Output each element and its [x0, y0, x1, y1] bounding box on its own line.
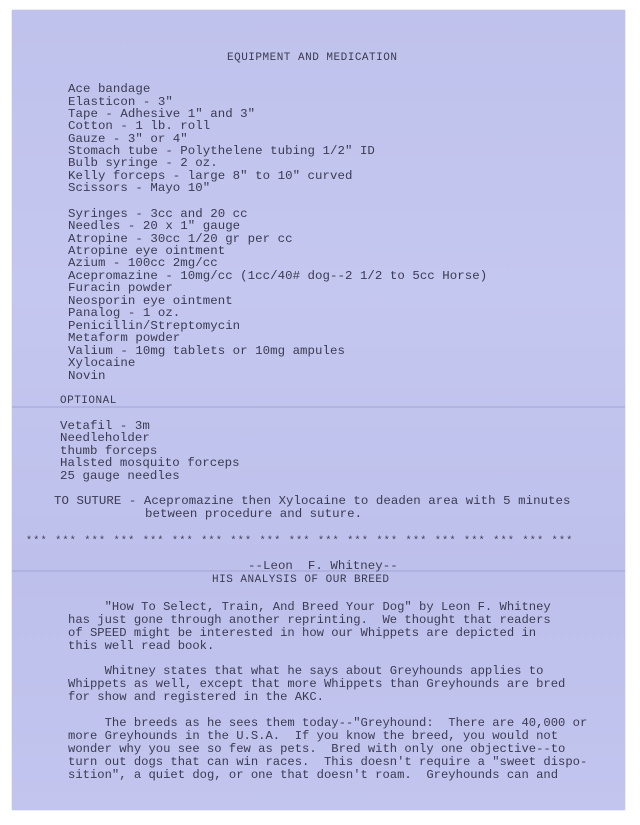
list-item: Atropine - 30cc 1/20 gr per cc: [68, 232, 293, 246]
list-item: Kelly forceps - large 8" to 10" curved: [68, 169, 353, 183]
list-item: Metaform powder: [68, 331, 181, 345]
paragraph-line: Whippets as well, except that more Whippets than Greyhounds are bred: [68, 677, 566, 691]
optional-heading: OPTIONAL: [60, 395, 117, 407]
list-item: Scissors - Mayo 10": [68, 181, 211, 195]
paragraph-line: more Greyhounds in the U.S.A. If you know the breed, you would not: [68, 729, 559, 743]
list-item: Needles - 20 x 1" gauge: [68, 219, 241, 233]
list-item: Acepromazine - 10mg/cc (1cc/40# dog--2 1/2 to 5cc Horse): [68, 269, 488, 283]
list-item: Furacin powder: [68, 281, 173, 295]
page-title: EQUIPMENT AND MEDICATION: [227, 52, 398, 64]
list-item: Needleholder: [60, 431, 150, 445]
list-item: Xylocaine: [68, 356, 136, 370]
list-item: Novin: [68, 369, 106, 383]
section-separator: *** *** *** *** *** *** *** *** *** *** *** *** *** *** *** *** *** *** ***: [26, 536, 574, 547]
suture-instruction-continued: between procedure and suture.: [145, 507, 363, 521]
paragraph-line: Whitney states that what he says about Greyhounds applies to: [68, 664, 544, 678]
article-title: HIS ANALYSIS OF OUR BREED: [212, 574, 390, 586]
suture-instruction: TO SUTURE - Acepromazine then Xylocaine to deaden area with 5 minutes: [54, 494, 571, 508]
list-item: Gauze - 3" or 4": [68, 132, 188, 146]
list-item: Atropine eye ointment: [68, 244, 226, 258]
paragraph-line: The breeds as he sees them today--"Greyhound: There are 40,000 or: [68, 716, 588, 730]
list-item: Penicillin/Streptomycin: [68, 319, 241, 333]
paragraph-line: "How To Select, Train, And Breed Your Dog" by Leon F. Whitney: [68, 600, 551, 614]
list-item: Syringes - 3cc and 20 cc: [68, 207, 248, 221]
list-item: Ace bandage: [68, 82, 151, 96]
paragraph-line: wonder why you see so few as pets. Bred with only one objective--to: [68, 742, 566, 756]
list-item: 25 gauge needles: [60, 469, 180, 483]
list-item: Vetafil - 3m: [60, 419, 150, 433]
list-item: Stomach tube - Polythelene tubing 1/2" ID: [68, 144, 375, 158]
document-page: [12, 10, 625, 810]
paragraph-line: for show and registered in the AKC.: [68, 690, 324, 704]
list-item: Valium - 10mg tablets or 10mg ampules: [68, 344, 345, 358]
list-item: Bulb syringe - 2 oz.: [68, 156, 218, 170]
paragraph-line: has just gone through another reprinting. We thought that readers: [68, 613, 551, 627]
paragraph-line: of SPEED might be interested in how our Whippets are depicted in: [68, 626, 537, 640]
list-item: Cotton - 1 lb. roll: [68, 119, 211, 133]
paragraph-line: turn out dogs that can win races. This doesn't require a "sweet dispo-: [68, 755, 588, 769]
list-item: Panalog - 1 oz.: [68, 306, 181, 320]
paragraph-line: this well read book.: [68, 639, 215, 653]
list-item: Elasticon - 3": [68, 95, 173, 109]
list-item: thumb forceps: [60, 444, 158, 458]
article-author: --Leon F. Whitney--: [248, 559, 398, 573]
paragraph-line: sition", a quiet dog, or one that doesn't roam. Greyhounds can and: [68, 768, 559, 782]
list-item: Halsted mosquito forceps: [60, 456, 240, 470]
list-item: Neosporin eye ointment: [68, 294, 233, 308]
list-item: Azium - 100cc 2mg/cc: [68, 256, 218, 270]
list-item: Tape - Adhesive 1" and 3": [68, 107, 256, 121]
